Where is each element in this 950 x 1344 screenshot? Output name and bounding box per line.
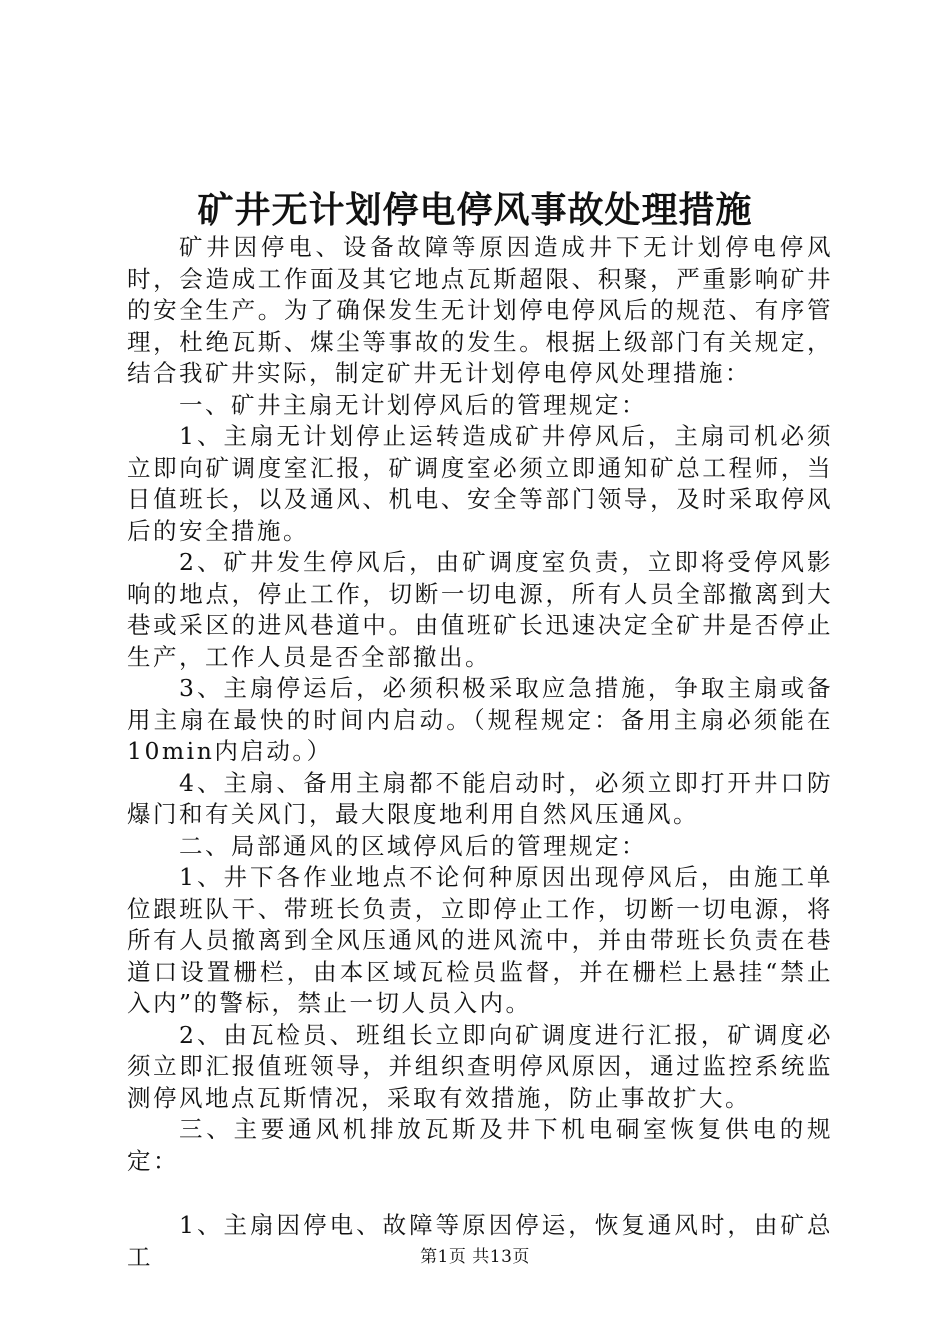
section-heading-3: 三、主要通风机排放瓦斯及井下机电硐室恢复供电的规定： bbox=[127, 1115, 833, 1175]
section-heading-2: 二、局部通风的区域停风后的管理规定： bbox=[179, 831, 647, 860]
paragraph-2-2: 2、由瓦检员、班组长立即向矿调度进行汇报，矿调度必须立即汇报值班领导，并组织查明停风原因，通过监控系统监测停风地点瓦斯情况，采取有效措施，防止事故扩大。 bbox=[127, 1020, 833, 1112]
page-footer: 第1页 共13页 bbox=[420, 1247, 530, 1267]
paragraph-1-1: 1、主扇无计划停止运转造成矿井停风后，主扇司机必须立即向矿调度室汇报，矿调度室必须立即通知矿总工程师，当日值班长，以及通风、机电、安全等部门领导，及时采取停风后的安全措施。 bbox=[127, 422, 833, 545]
paragraph-2-1: 1、井下各作业地点不论何种原因出现停风后，由施工单位跟班队干、带班长负责，立即停止工作，切断一切电源，将所有人员撤离到全风压通风的进风流中，并由带班长负责在巷道口设置栅栏，由本区域瓦检员监督，并在栅栏上悬挂“禁止入内”的警标，禁止一切人员入内。 bbox=[127, 863, 833, 1017]
paragraph-3-1: 1、主扇因停电、故障等原因停运，恢复通风时，由矿总工 bbox=[127, 1211, 833, 1271]
section-heading-1: 一、矿井主扇无计划停风后的管理规定： bbox=[179, 390, 647, 419]
paragraph-intro: 矿井因停电、设备故障等原因造成井下无计划停电停风时，会造成工作面及其它地点瓦斯超限、积聚，严重影响矿井的安全生产。为了确保发生无计划停电停风后的规范、有序管理，杜绝瓦斯、煤尘等事故的发生。根据上级部门有关规定，结合我矿井实际，制定矿井无计划停电停风处理措施： bbox=[127, 233, 833, 387]
paragraph-1-3: 3、主扇停运后，必须积极采取应急措施，争取主扇或备用主扇在最快的时间内启动。（规程规定：备用主扇必须能在10min内启动。） bbox=[127, 674, 833, 765]
document-title: 矿井无计划停电停风事故处理措施 bbox=[197, 189, 753, 231]
paragraph-1-4: 4、主扇、备用主扇都不能启动时，必须立即打开井口防爆门和有关风门，最大限度地利用自然风压通风。 bbox=[127, 768, 833, 828]
document-body bbox=[127, 232, 833, 1273]
paragraph-1-2: 2、矿井发生停风后，由矿调度室负责，立即将受停风影响的地点，停止工作，切断一切电源，所有人员全部撤离到大巷或采区的进风巷道中。由值班矿长迅速决定全矿井是否停止生产，工作人员是否全部撤出。 bbox=[127, 548, 833, 671]
